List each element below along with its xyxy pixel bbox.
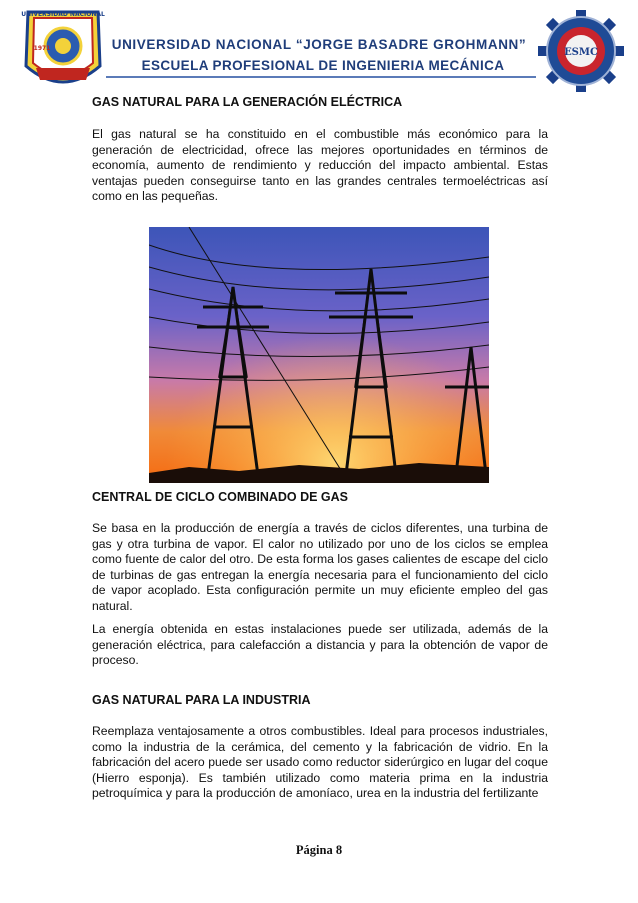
- header-divider: [106, 76, 536, 78]
- svg-text:1971: 1971: [33, 45, 51, 52]
- page-number: Página 8: [295, 843, 343, 857]
- section-title-generacion: GAS NATURAL PARA LA GENERACIÓN ELÉCTRICA: [92, 95, 403, 109]
- section-title-ciclo-combinado: CENTRAL DE CICLO COMBINADO DE GAS: [92, 490, 349, 504]
- svg-text:UNIVERSIDAD NACIONAL: UNIVERSIDAD NACIONAL: [21, 11, 105, 18]
- section-title-industria: GAS NATURAL PARA LA INDUSTRIA: [92, 693, 311, 707]
- paragraph-generacion: El gas natural se ha constituido en el combustible más económico para la generación de electricidad, ofrece las mejores oportunidades en términos de economía, aumento de rendimiento y reducción del impacto ambiental. Estas ventajas pueden conseguirse tanto en las grandes centrales termoeléctricas así como en las pequeñas.: [92, 127, 548, 203]
- paragraph-ciclo-combinado-2: La energía obtenida en estas instalaciones puede ser utilizada, además de la generación eléctrica, para calefacción a distancia y para la obtención de vapor de proceso.: [92, 622, 548, 667]
- paragraph-ciclo-combinado-1: Se basa en la producción de energía a través de ciclos diferentes, una turbina de gas y otra turbina de vapor. El calor no utilizado por uno de los ciclos se emplea como fuente de calor del otro. De esta forma los gases calientes de escape del ciclo de turbinas de gas entregan la energía necesaria para el funcionamiento del ciclo de vapor acoplado. Esta configuración permite un muy eficiente empleo del gas natural.: [92, 521, 548, 613]
- svg-text:ESMC: ESMC: [564, 47, 598, 58]
- university-name: UNIVERSIDAD NACIONAL “JORGE BASADRE GROHMANN”: [111, 37, 527, 52]
- power-lines-sunset-photo: [149, 227, 489, 483]
- paragraph-industria: Reemplaza ventajosamente a otros combustibles. Ideal para procesos industriales, como la industria de la cerámica, del cemento y la fabricación de vidrio. En la fabricación del acero puede ser usado como reductor siderúrgico en lugar del coque (Hierro esponja). Es también utilizado como materia prima en la industria petroquímica y para la producción de amoníaco, urea en la industria del fertilizante: [92, 724, 548, 800]
- school-name: ESCUELA PROFESIONAL DE INGENIERIA MECÁNICA: [141, 58, 505, 73]
